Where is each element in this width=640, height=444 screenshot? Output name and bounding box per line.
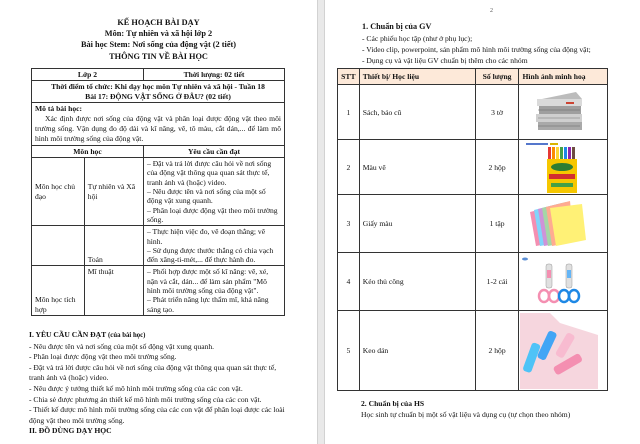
- doc-lesson: Bài học Stem: Nơi sống của động vật (2 tiết): [80, 40, 237, 49]
- list-item: - Nêu được tên và nơi sống của một số động vật xung quanh.: [29, 341, 215, 351]
- description-text: Xác định được nơi sống của động vật và phân loại được động vật theo môi trường sống. Vận dụng đo độ dài và kĩ năng, vẽ, tô màu, cắt dán,... để làm mô hình môi trường sống của động vật.: [35, 113, 281, 143]
- list-item: - Nêu được ý tưởng thiết kế mô hình môi trường sống của các con vật.: [29, 383, 243, 393]
- col-quantity: Số lượng: [475, 69, 519, 85]
- colored-paper-image: [520, 198, 598, 250]
- table-row: [32, 226, 285, 266]
- table-row: [338, 85, 608, 140]
- stt-cell: 2: [338, 140, 360, 195]
- material-cell: Màu vẽ: [359, 140, 475, 195]
- stt-cell: 3: [338, 195, 360, 253]
- lesson-name: Bài 17: ĐỘNG VẬT SỐNG Ở ĐÂU? (02 tiết): [85, 91, 231, 101]
- lesson-info-table: [31, 68, 285, 316]
- table-row: [338, 195, 608, 253]
- document-page-2: [325, 0, 640, 444]
- table-row: [32, 266, 285, 315]
- list-item: - Đặt và trả lời được câu hỏi về nơi sống của động vật thông qua quan sát thực tế, tranh ảnh và (hoặc) video.: [29, 362, 277, 383]
- stt-cell: 1: [338, 85, 360, 140]
- image-cell: [519, 253, 608, 311]
- requirement-item: – Nêu được tên và nơi sống của một số động vật xung quanh.: [147, 187, 266, 206]
- requirements-cell: [144, 158, 285, 226]
- image-cell: [519, 311, 608, 391]
- col-stt: STT: [338, 69, 360, 85]
- material-cell: Keo dán: [359, 311, 475, 391]
- material-cell: Giấy màu: [359, 195, 475, 253]
- table-header-row: [338, 69, 608, 85]
- section1-note: (của bài học): [108, 332, 146, 339]
- glue-sticks-image: [520, 313, 598, 389]
- requirements-cell: [144, 266, 285, 315]
- doc-subject: Môn: Tự nhiên và xã hội lớp 2: [104, 29, 213, 38]
- col-material: Thiết bị/ Học liệu: [359, 69, 475, 85]
- image-cell: [519, 140, 608, 195]
- subject-cell: Tự nhiên và Xã hội: [84, 158, 143, 226]
- qty-cell: 1-2 cái: [475, 253, 519, 311]
- requirement-item: – Phối hợp được một số kĩ năng: vẽ, xé, nặn và cắt, dán... để làm sản phẩm "Mô hình môi trường sống của động vật".: [147, 267, 269, 296]
- section2-heading: II. ĐỒ DÙNG DẠY HỌC: [29, 426, 112, 436]
- page-number: 2: [490, 8, 493, 14]
- crayons-box-image: [520, 141, 598, 193]
- table-row: [338, 253, 608, 311]
- requirement-item: – Sử dụng được thước thẳng có chia vạch đến xăng-ti-mét,... để thực hành đo.: [147, 245, 274, 265]
- document-page-1: [0, 0, 317, 444]
- group-cell: Môn học chủ đạo: [32, 158, 85, 226]
- requirement-item: – Thực hiện việc đo, vẽ đoạn thẳng; vẽ hình.: [147, 227, 266, 246]
- subject-cell: Mĩ thuật: [84, 266, 143, 315]
- qty-cell: 3 tờ: [475, 85, 519, 140]
- stt-cell: 4: [338, 253, 360, 311]
- page-gutter: [317, 0, 325, 444]
- qty-cell: 2 hộp: [475, 311, 519, 391]
- duration-cell: Thời lượng: 02 tiết: [144, 69, 285, 81]
- gv-heading: 1. Chuẩn bị của GV: [362, 22, 432, 31]
- qty-cell: 1 tập: [475, 195, 519, 253]
- craft-scissors-image: [520, 256, 598, 308]
- requirement-item: – Đặt và trả lời được câu hỏi về nơi sống của động vật thông qua quan sát thực tế, tranh ảnh và (hoặc) video.: [147, 159, 272, 187]
- gv-list: [362, 33, 591, 67]
- stt-cell: 5: [338, 311, 360, 391]
- material-cell: Kéo thủ công: [359, 253, 475, 311]
- subject-cell: Toán: [84, 226, 143, 266]
- hs-section: [361, 399, 570, 420]
- hs-heading: 2. Chuẩn bị của HS: [361, 399, 425, 408]
- requirement-item: – Phát triển năng lực thẩm mĩ, khả năng sáng tạo.: [147, 295, 269, 314]
- image-cell: [519, 195, 608, 253]
- grade-cell: Lớp 2: [32, 69, 144, 81]
- requirements-cell: [144, 226, 285, 266]
- timing-cell: [32, 81, 285, 103]
- description-label: Mô tả bài học:: [35, 103, 83, 113]
- list-item: - Chia sẻ được phương án thiết kế mô hình môi trường sống của các con vật.: [29, 394, 262, 404]
- material-cell: Sách, báo cũ: [359, 85, 475, 140]
- info-heading: THÔNG TIN VỀ BÀI HỌC: [109, 52, 208, 61]
- table-row: [338, 140, 608, 195]
- table-row: [338, 311, 608, 391]
- col-subject-header: Môn học: [32, 145, 144, 157]
- hs-text: Học sinh tự chuẩn bị một số vật liệu và dụng cụ (tự chọn theo nhóm): [361, 409, 571, 419]
- col-requirements-header: Yêu cầu cần đạt: [144, 145, 285, 157]
- image-cell: [519, 85, 608, 140]
- list-item: - Dụng cụ và vật liệu GV chuẩn bị thêm cho các nhóm: [362, 56, 528, 66]
- list-item: - Video clip, powerpoint, sản phẩm mô hình môi trường sống của động vật;: [362, 45, 591, 55]
- timing-text: Thời điểm tổ chức: Khi dạy học môn Tự nhiên và xã hội - Tuần 18: [51, 82, 265, 92]
- list-item: - Các phiếu học tập (như ở phụ lục);: [362, 34, 473, 43]
- group-cell: [32, 226, 85, 266]
- group-cell: Môn học tích hợp: [32, 266, 85, 315]
- table-row: [32, 158, 285, 226]
- doc-title: KẾ HOẠCH BÀI DẠY: [117, 18, 200, 27]
- newspaper-stack-image: [520, 86, 598, 138]
- requirement-item: – Phân loại được động vật theo môi trường sống.: [147, 205, 278, 224]
- col-image: Hình ảnh minh hoạ: [519, 69, 608, 85]
- description-cell: [32, 102, 285, 145]
- list-item: - Thiết kế được mô hình môi trường sống của các con vật để phân loại được các loài động vật theo môi trường sống.: [29, 405, 285, 425]
- list-item: - Phân loại được động vật theo môi trường sống.: [29, 352, 177, 362]
- section1-heading: I. YÊU CẦU CẦN ĐẠT: [29, 330, 107, 339]
- section-requirements: [29, 330, 291, 437]
- materials-table: [337, 68, 608, 391]
- qty-cell: 2 hộp: [475, 140, 519, 195]
